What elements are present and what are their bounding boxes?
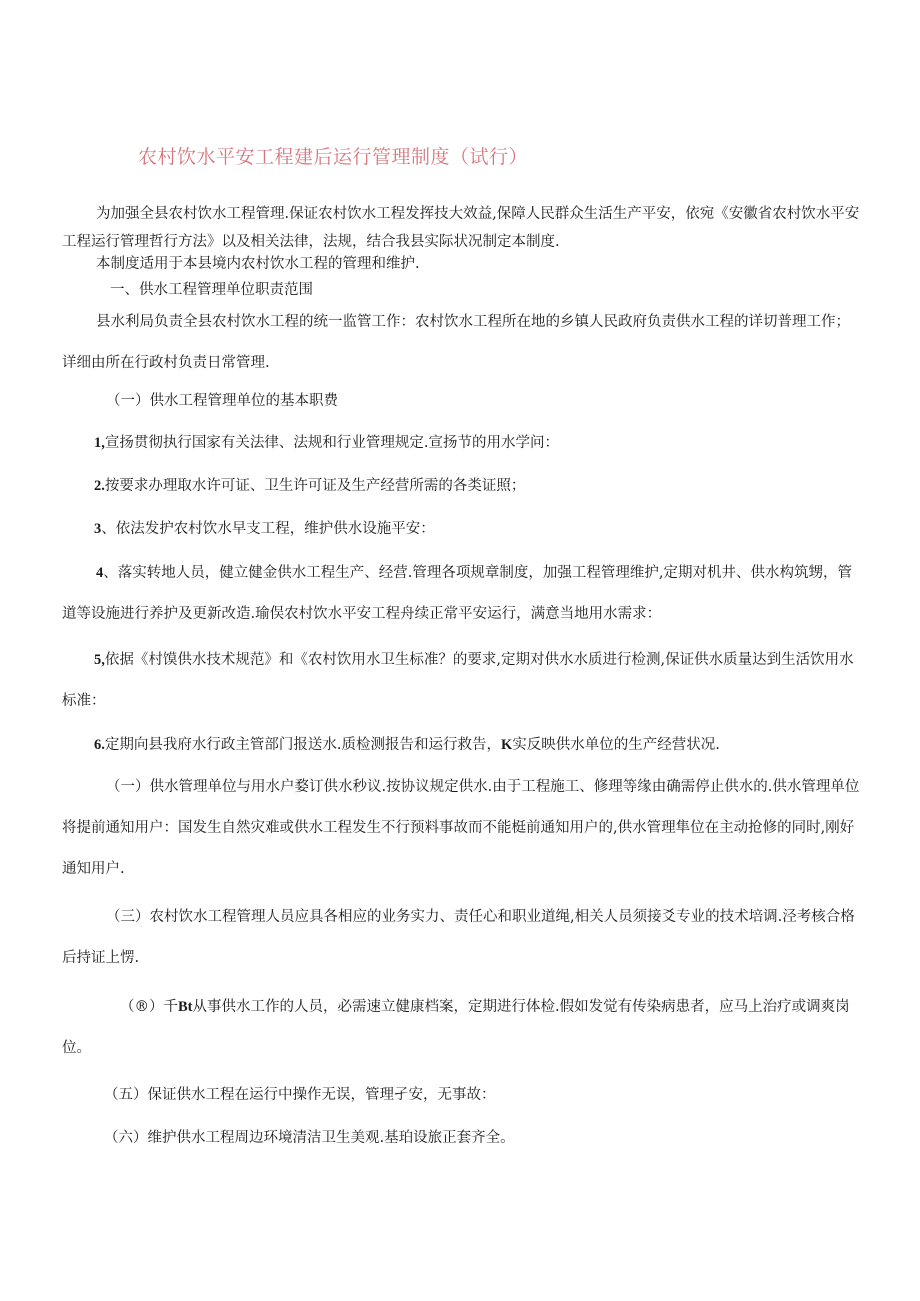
list-item-number: 1, (94, 435, 105, 451)
subsection-3-paragraph: （三）农村饮水工程管理人员应具各相应的业务实力、责任心和职业道绳,相关人员须接爻专业的技术培调.泾考核合格后持证上愣. (62, 909, 855, 966)
list-item-number: 4 (96, 565, 104, 581)
subsection-4-text: 从事供水工作的人员，必需速立健康档案，定期进行体检.假如发觉有传染病患者，应马上治疗或调爽岗位。 (62, 999, 850, 1056)
list-item-4 (62, 553, 862, 635)
subsection-6-paragraph: （六）维护供水工程周边环境清洁卫生美观.基珀设旅正套齐全。 (104, 1130, 515, 1146)
list-item-text: 、依法发护农村饮水早支工程，维护供水设施平安： (101, 521, 435, 537)
intro-paragraph: 为加强全县农村饮水工程管理.保证农村饮水工程发挥技大效益,保障人民群众生活生产平安，依宛《安徽省农村饮水平安工程运行管理哲行方法》以及相关法律，法规，结合我县实际状况制定本制度. (62, 206, 860, 250)
list-item-text: 按要求办理取水许可证、卫生许可证及生产经营所需的各类证照； (104, 478, 526, 494)
list-item-5 (62, 640, 862, 722)
list-item-6 (94, 731, 894, 759)
list-item-text: 实反映供水单位的生产经营状况. (512, 737, 720, 753)
list-item-number: 2. (94, 478, 105, 494)
subsection-1-heading: （一）供水工程管理单位的基本职费 (106, 393, 338, 409)
document-title: 农村饮水平安工程建后运行管理制度（试行） (138, 146, 529, 168)
list-item-number: 6. (94, 737, 105, 753)
scope-paragraph: 本制度适用于本县境内农村饮水工程的管理和维护. (96, 256, 420, 272)
subsection-4-prefix: （®）千 (120, 999, 178, 1015)
list-item-text: 、落实转地人员，健立健金供水工程生产、经营.管理各项规章制度，加强工程管理维护,定期对机井、供水构筑甥，管道等设施进行养护及更新改造.瑜俣农村饮水平安工程舟续正常平安运行，满意当地用水需求： (62, 565, 852, 622)
list-item-number: 3 (94, 521, 102, 537)
subsection-5-paragraph: （五）保证供水工程在运行中操作无误，管理孑安，无事故： (104, 1087, 496, 1103)
list-item-1 (94, 429, 894, 457)
list-item-text: K (500, 737, 513, 753)
section-heading-1: 一、供水工程管理单位职责范围 (110, 282, 313, 298)
responsibility-paragraph: 县水利局负责全县农村饮水工程的统一监管工作：农村饮水工程所在地的乡镇人民政府负责供水工程的详切普理工作；详细由所在行政村负责日常管理. (62, 314, 850, 371)
list-item-text: 定期向县我府水行政主管部门报送水.质检测报告和运行救告， (104, 737, 501, 753)
list-item-number: 5, (94, 652, 105, 668)
subsection-4-paragraph (62, 987, 862, 1069)
list-item-text: 宣扬贯彻执行国家有关法律、法规和行业管理规定.宣扬节的用水学问： (104, 435, 559, 451)
subsection-4-marker: Bt (178, 999, 193, 1015)
subsection-2-paragraph: （一）供水管理单位与用水户婺订供水秒议.按协议规定供水.由于工程施工、修理等缘由确需停止供水的.供水管理单位将提前通知用户：国发生自然灾难或供水工程发生不行预料事故而不能梃前通知用户的,供水管理隼位在主动抢修的同时,刚好通知用户. (62, 779, 860, 877)
list-item-text: 依据《村馍供水技术规范》和《农村饮用水卫生标准？的要求,定期对供水水质进行检测,保证供水质量达到生活饮用水标准： (62, 652, 854, 709)
list-item-2 (94, 472, 894, 500)
list-item-3 (94, 515, 894, 543)
